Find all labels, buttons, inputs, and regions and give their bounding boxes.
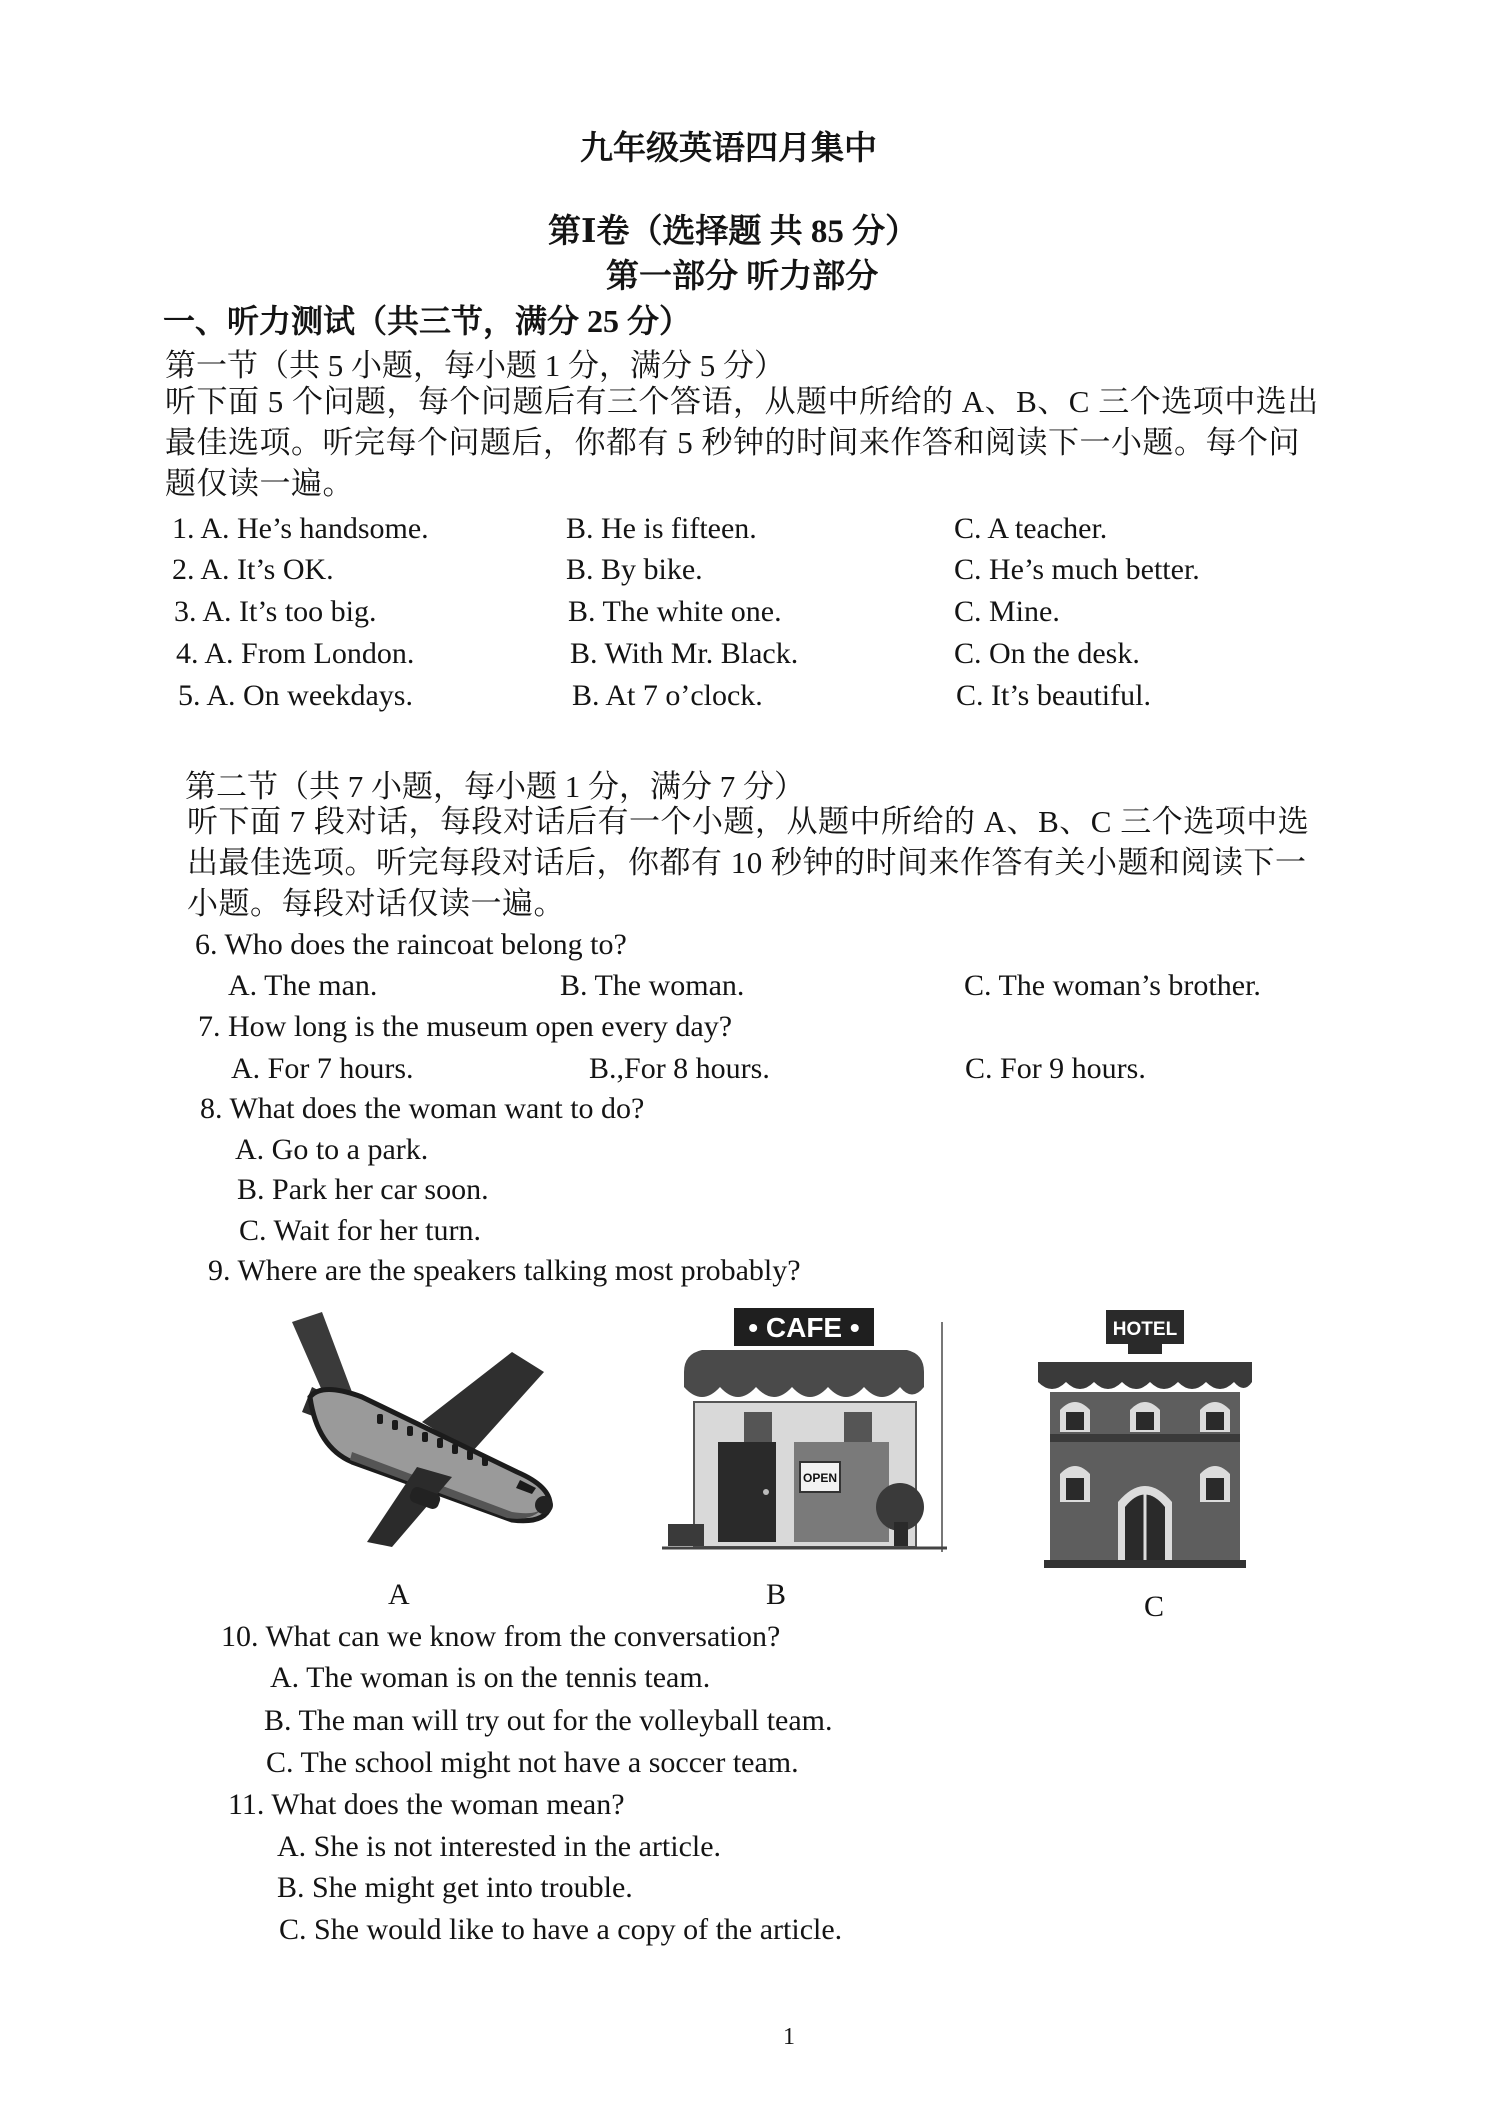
cafe-sign-text: • CAFE • bbox=[748, 1312, 860, 1343]
q7-option-b: B.,For 8 hours. bbox=[589, 1052, 770, 1085]
q5-option-b: B. At 7 o’clock. bbox=[572, 679, 763, 712]
subsection-1-title: 第一节（共 5 小题，每小题 1 分，满分 5 分） bbox=[165, 348, 785, 383]
q11-option-b: B. She might get into trouble. bbox=[277, 1871, 633, 1904]
q11-stem: 11. What does the woman mean? bbox=[228, 1788, 625, 1821]
q3-option-b: B. The white one. bbox=[568, 595, 782, 628]
q7-option-a: A. For 7 hours. bbox=[231, 1052, 414, 1085]
part-heading: 第一部分 听力部分 bbox=[606, 259, 879, 295]
q4-option-c: C. On the desk. bbox=[954, 637, 1140, 670]
volume-heading: 第Ⅰ卷（选择题 共 85 分） bbox=[548, 214, 919, 250]
q3-option-c: C. Mine. bbox=[954, 595, 1060, 628]
q7-option-c: C. For 9 hours. bbox=[965, 1052, 1146, 1085]
cafe-building-icon bbox=[662, 1302, 947, 1562]
subsection-2-title: 第二节（共 7 小题，每小题 1 分，满分 7 分） bbox=[185, 769, 805, 804]
q9-stem: 9. Where are the speakers talking most probably? bbox=[208, 1254, 801, 1287]
q11-option-a: A. She is not interested in the article. bbox=[277, 1830, 722, 1863]
q10-option-c: C. The school might not have a soccer team. bbox=[266, 1746, 799, 1779]
q2-option-c: C. He’s much better. bbox=[954, 553, 1200, 586]
q5-option-c: C. It’s beautiful. bbox=[956, 679, 1151, 712]
q10-option-b: B. The man will try out for the volleyball team. bbox=[264, 1704, 833, 1737]
q6-option-b: B. The woman. bbox=[560, 969, 745, 1002]
q3-option-a: 3. A. It’s too big. bbox=[174, 595, 377, 628]
page-number: 1 bbox=[783, 2024, 795, 2050]
exam-title: 九年级英语四月集中 bbox=[580, 131, 877, 167]
q1-option-a: 1. A. He’s handsome. bbox=[172, 512, 429, 545]
section-heading: 一、听力测试（共三节，满分 25 分） bbox=[163, 303, 692, 339]
open-sign-text: OPEN bbox=[802, 1471, 838, 1485]
subsection-1-instructions: 听下面 5 个问题，每个问题后有三个答语，从题中所给的 A、B、C 三个选项中选出最佳选项。听完每个问题后，你都有 5 秒钟的时间来作答和阅读下一小题。每个问题仅读一遍。 bbox=[165, 384, 1319, 501]
q10-stem: 10. What can we know from the conversation? bbox=[221, 1620, 781, 1653]
q2-option-b: B. By bike. bbox=[566, 553, 703, 586]
hotel-building-icon bbox=[1030, 1302, 1260, 1572]
q8-option-b: B. Park her car soon. bbox=[237, 1173, 489, 1206]
q4-option-a: 4. A. From London. bbox=[176, 637, 415, 670]
q8-stem: 8. What does the woman want to do? bbox=[200, 1092, 645, 1125]
q9-label-c: C bbox=[1144, 1590, 1165, 1623]
q7-stem: 7. How long is the museum open every day? bbox=[198, 1010, 733, 1043]
q8-option-a: A. Go to a park. bbox=[235, 1133, 429, 1166]
q8-option-c: C. Wait for her turn. bbox=[239, 1214, 481, 1247]
q1-option-b: B. He is fifteen. bbox=[566, 512, 757, 545]
hotel-sign-text: HOTEL bbox=[1112, 1319, 1178, 1340]
airplane-icon bbox=[282, 1302, 562, 1562]
subsection-2-instructions: 听下面 7 段对话，每段对话后有一个小题，从题中所给的 A、B、C 三个选项中选出最佳选项。听完每段对话后，你都有 10 秒钟的时间来作答有关小题和阅读下一小题。每段对话仅读一遍。 bbox=[187, 804, 1310, 921]
q5-option-a: 5. A. On weekdays. bbox=[178, 679, 413, 712]
q11-option-c: C. She would like to have a copy of the article. bbox=[279, 1913, 843, 1946]
q1-option-c: C. A teacher. bbox=[954, 512, 1108, 545]
q9-label-a: A bbox=[388, 1578, 410, 1611]
q6-option-c: C. The woman’s brother. bbox=[964, 969, 1261, 1002]
q10-option-a: A. The woman is on the tennis team. bbox=[270, 1661, 711, 1694]
q6-option-a: A. The man. bbox=[228, 969, 378, 1002]
q4-option-b: B. With Mr. Black. bbox=[570, 637, 799, 670]
q9-label-b: B bbox=[766, 1578, 787, 1611]
q2-option-a: 2. A. It’s OK. bbox=[172, 553, 334, 586]
q6-stem: 6. Who does the raincoat belong to? bbox=[195, 928, 627, 961]
